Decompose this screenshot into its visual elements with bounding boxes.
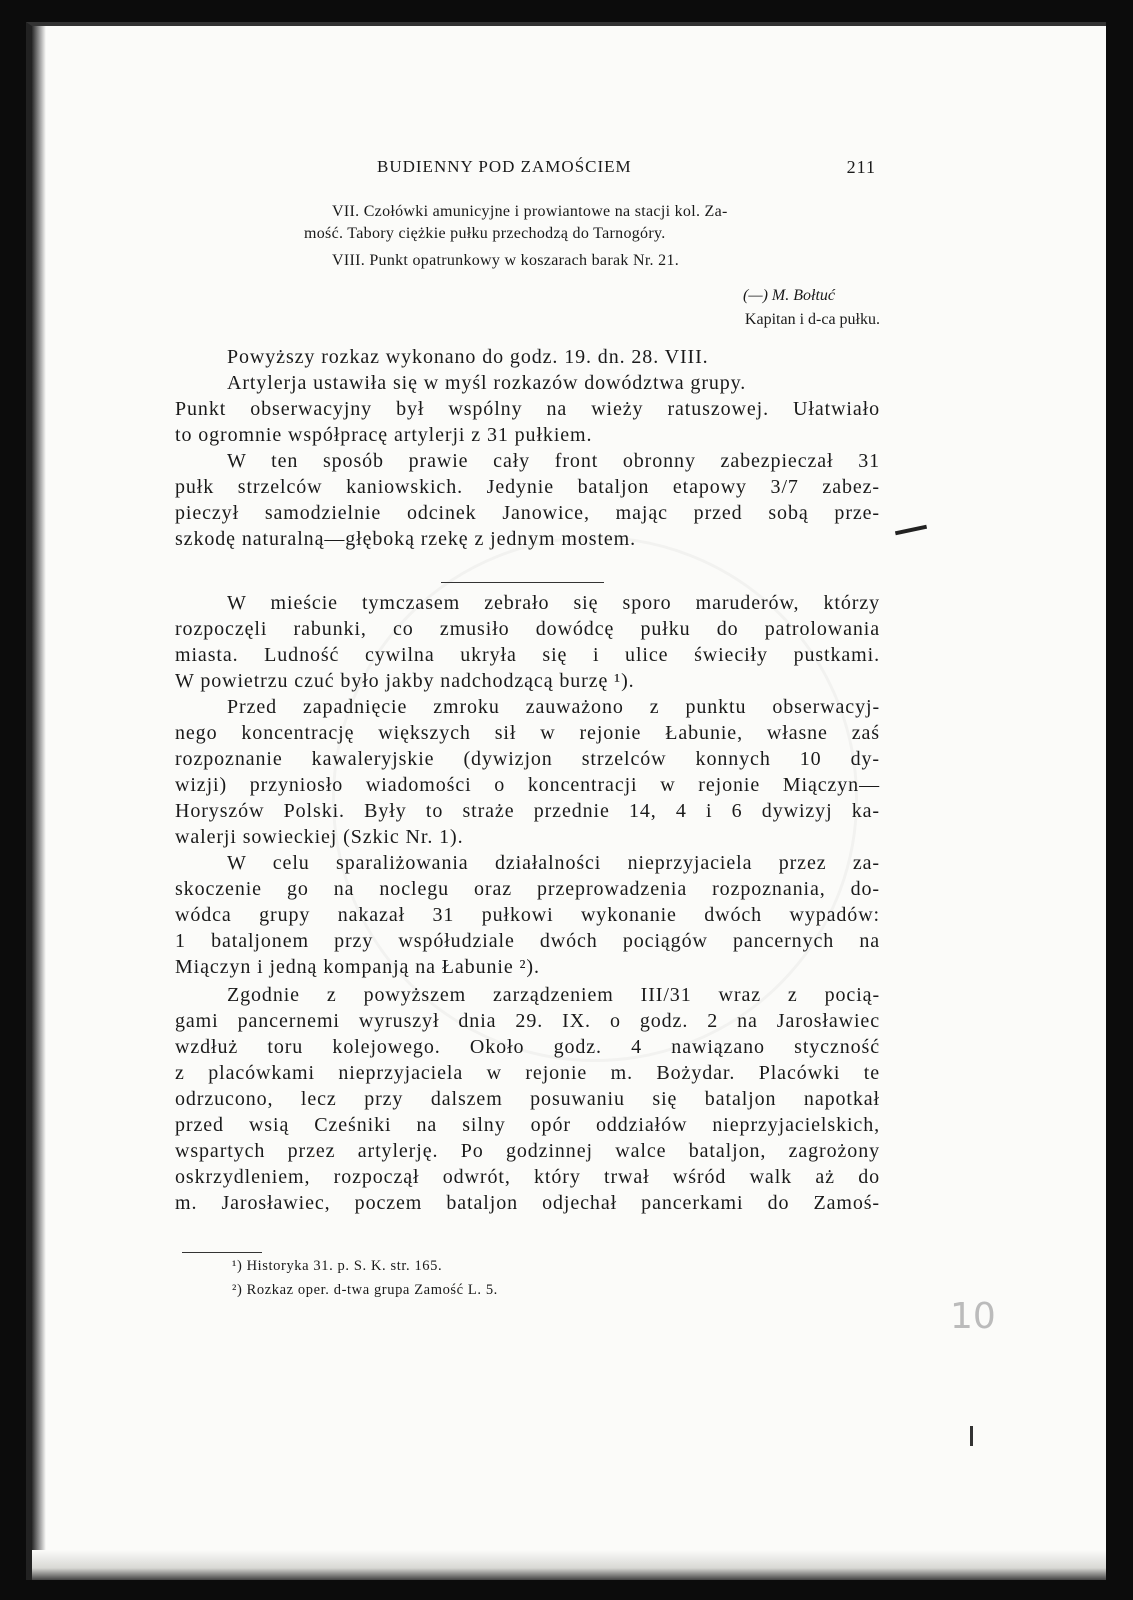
text-line: szkodę naturalną—głęboką rzekę z jednym mostem. [175, 528, 637, 550]
signature-block [620, 287, 880, 335]
section-separator [441, 582, 604, 583]
order-item-7-cont: mość. Tabory ciężkie pułku przechodzą do Tarnogóry. [304, 225, 666, 242]
text-line: Horyszów Polski. Były to straże przednie 14, 4 i 6 dywizyj ka- [175, 800, 880, 822]
page-number: 211 [846, 157, 876, 177]
footnote-1: ¹) Historyka 31. p. S. K. str. 165. [232, 1258, 443, 1274]
text-line: Powyższy rozkaz wykonano do godz. 19. dn. 28. VIII. [227, 346, 709, 368]
text-line: oskrzydleniem, rozpoczął odwrót, który trwał wśród walk aż do [175, 1166, 880, 1188]
footnotes [232, 1258, 732, 1308]
header-title: BUDIENNY POD ZAMOŚCIEM [377, 157, 632, 176]
text-line: Artylerja ustawiła się w myśl rozkazów dowództwa grupy. [227, 372, 747, 394]
text-line: W mieście tymczasem zebrało się sporo maruderów, którzy [227, 592, 880, 614]
signature-rank: Kapitan i d-ca pułku. [744, 311, 880, 328]
signature-name: (—) M. Bołtuć [743, 287, 835, 304]
footnote-2: ²) Rozkaz oper. d-twa grupa Zamość L. 5. [232, 1282, 498, 1298]
text-line: wódca grupy nakazał 31 pułkowi wykonanie dwóch wypadów: [175, 904, 880, 926]
text-line: m. Jarosławiec, poczem bataljon odjechał pancerkami do Zamoś- [175, 1192, 880, 1214]
page-edge-shadow [32, 26, 46, 1580]
text-line: Przed zapadnięcie zmroku zauważono z punktu obserwacyj- [227, 696, 880, 718]
footnote-rule [182, 1252, 262, 1253]
text-line: to ogromnie współpracę artylerji z 31 pułkiem. [175, 424, 593, 446]
text-line: Punkt obserwacyjny był wspólny na wieży ratuszowej. Ułatwiało [175, 398, 880, 420]
text-line: Zgodnie z powyższem zarządzeniem III/31 wraz z pocią- [227, 984, 880, 1006]
text-line: W celu sparaliżowania działalności nieprzyjaciela przez za- [227, 852, 880, 874]
order-item-8: VIII. Punkt opatrunkowy w koszarach barak Nr. 21. [332, 252, 680, 269]
text-line: pułk strzelców kaniowskich. Jedynie bataljon etapowy 3/7 zabez- [175, 476, 880, 498]
text-line: rozpoznanie kawaleryjskie (dywizjon strzelców konnych 10 dy- [175, 748, 880, 770]
text-line: odrzucono, lecz przy dalszem posuwaniu się bataljon napotkał [175, 1088, 880, 1110]
text-line: walerji sowieckiej (Szkic Nr. 1). [175, 826, 464, 848]
text-line: skoczenie go na noclegu oraz przeprowadzenia rozpoznania, do- [175, 878, 880, 900]
text-line: W powietrzu czuć było jakby nadchodzącą burzę ¹). [175, 670, 635, 692]
text-line: rozpoczęli rabunki, co zmusiło dowódcę pułku do patrolowania [175, 618, 880, 640]
text-line: z placówkami nieprzyjaciela w rejonie m. Bożydar. Placówki te [175, 1062, 880, 1084]
text-line: miasta. Ludność cywilna ukryła się i ulice świeciły pustkami. [175, 644, 880, 666]
order-block [232, 203, 878, 283]
order-item-7: VII. Czołówki amunicyjne i prowiantowe na stacji kol. Za- [332, 203, 728, 220]
text-line: pieczył samodzielnie odcinek Janowice, mając przed sobą prze- [175, 502, 880, 524]
text-line: wizji) przyniosło wiadomości o koncentracji w rejonie Miączyn— [175, 774, 880, 796]
running-header [182, 157, 882, 179]
paragraph-1 [175, 346, 885, 566]
text-line: nego koncentrację większych sił w rejonie Łabunie, własne zaś [175, 722, 880, 744]
margin-pencil-number: 10 [950, 1296, 996, 1337]
text-line: wzdłuż toru kolejowego. Około godz. 4 nawiązano styczność [175, 1036, 880, 1058]
text-line: Miączyn i jedną kompanją na Łabunie ²). [175, 956, 540, 978]
paragraph-2 [175, 592, 885, 1242]
text-line: przed wsią Cześniki na silny opór oddziałów nieprzyjacielskich, [175, 1114, 880, 1136]
text-line: W ten sposób prawie cały front obronny zabezpieczał 31 [227, 450, 880, 472]
stray-tick-mark [970, 1426, 973, 1446]
text-line: 1 bataljonem przy współudziale dwóch pociągów pancernych na [175, 930, 880, 952]
text-line: wspartych przez artylerję. Po godzinnej walce bataljon, zagrożony [175, 1140, 880, 1162]
text-line: gami pancernemi wyruszył dnia 29. IX. o godz. 2 na Jarosławiec [175, 1010, 880, 1032]
